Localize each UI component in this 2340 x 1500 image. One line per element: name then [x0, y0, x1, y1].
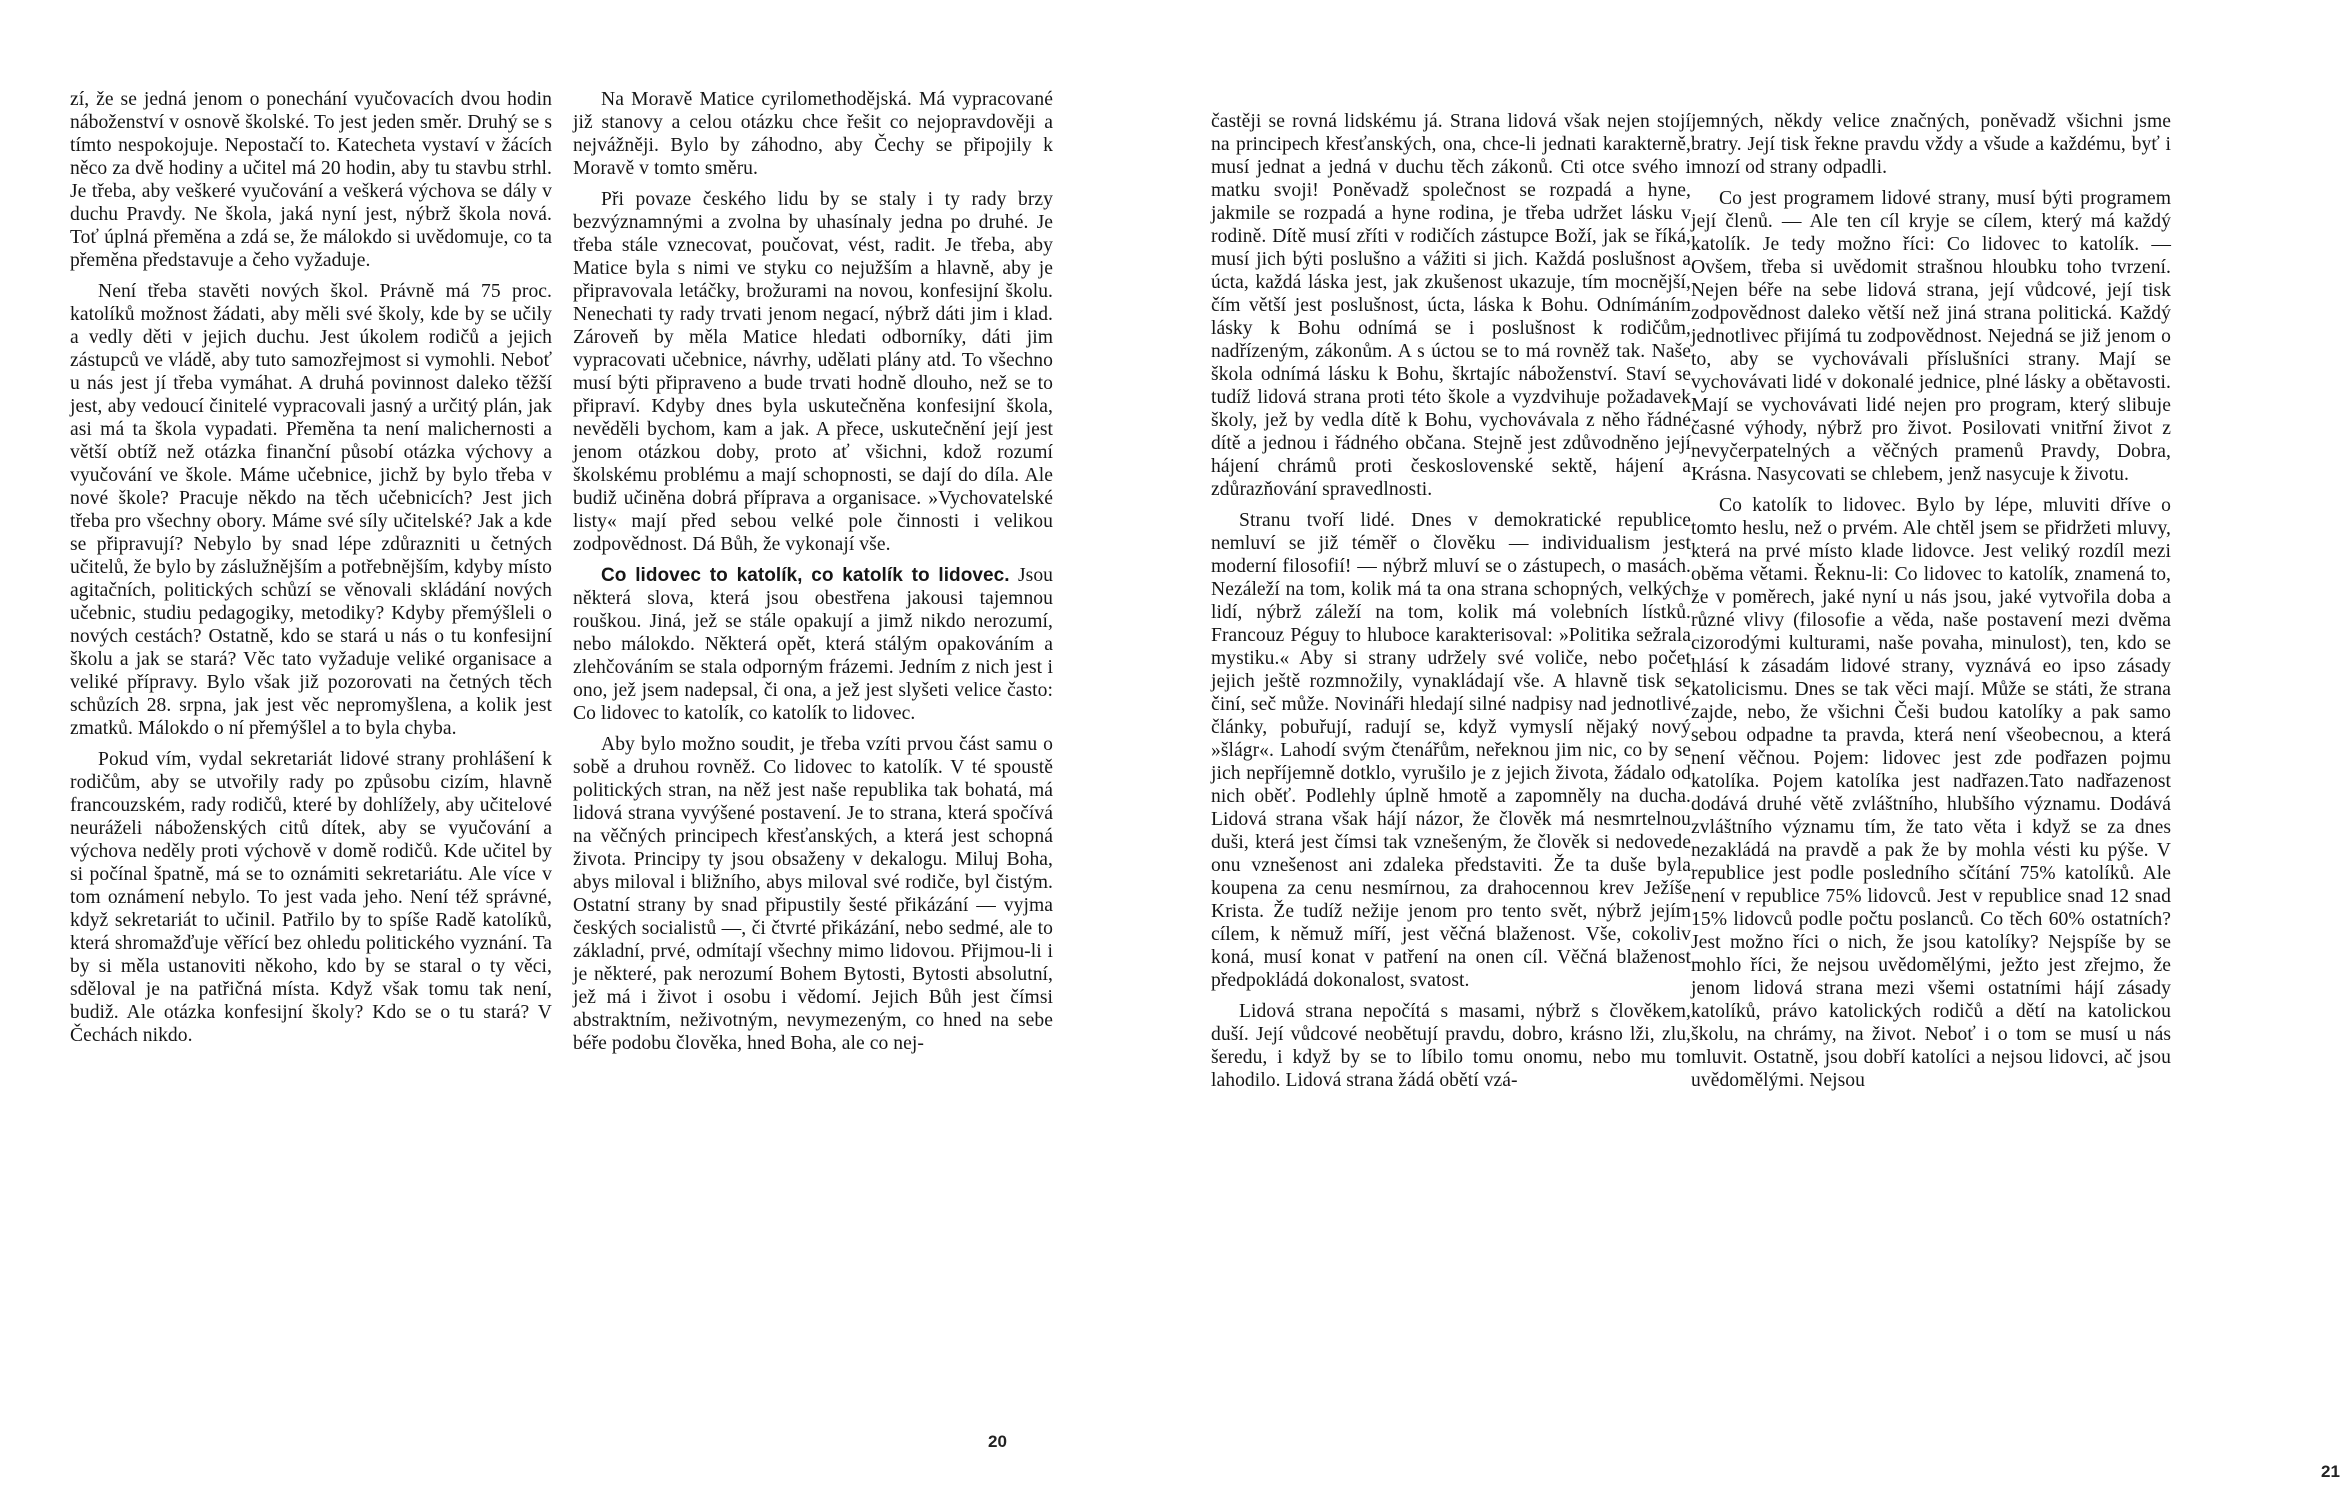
paragraph: Pokud vím, vydal sekretariát lidové strany prohlášení k rodičům, aby se utvořily rady po způsobu cizím, hlavně francouzském, rady rodičů, které by dohlížely, aby učitelové neuráželi náboženských citů dítek, aby se vyučování a výchova neděly proti výchově v domě rodičů. Kde učitel by si počínal špatně, má se to oznámiti sekretariátu. Ale více v tom oznámení nebylo. To jest vada jeho. Není též správné, když sekretariát to učinil. Patřilo by to spíše Radě katolíků, která shromažďuje věřící bez ohledu politického vyznání. Ta by si měla ustanoviti někoho, kdo by se staral o ty věci, sděloval je na patřičná místa. Když však tomu tak není, budiž. Ale otázka konfesijní školy? Kdo se o tu stará? V Čechách nikdo. [70, 749, 552, 1046]
right-page-column-1 [1211, 110, 1691, 1092]
paragraph: jemných, někdy velice značných, poněvadž všichni jsme bratry. Její tisk řekne pravdu vždy a všude a každému, byť i mnozí od strany odpadli. [1691, 111, 2171, 178]
paragraph: Stranu tvoří lidé. Dnes v demokratické republice nemluví se již téměř o člověku — individualism jest moderní filosofií! — nýbrž mluví se o zástupech, o masách. Nezáleží na tom, kolik má ta ona strana schopných, velkých lidí, nýbrž záleží na tom, kolik má volebních lístků. Francouz Péguy to hluboce karakterisoval: »Politika sežrala mystiku.« Aby si strany udržely své voliče, nebo počet jejich ještě rozmnožily, vynakládají vše. A hlavně tisk se činí, seč může. Novináři hledají silné nadpisy nad jednotlivé články, pobuřují, radují se, když vymyslí nějaký nový »šlágr«. Lahodí svým čtenářům, neřeknou jim nic, co by se jich nepříjemně dotklo, vyrušilo je z jejich života, žádalo od nich oběť. Podlehly úplně hmotě a zapomněly na ducha. Lidová strana však hájí názor, že člověk má nesmrtelnou duši, která jest čímsi tak vznešeným, že člověk si nedovede onu vznešenost ani zdaleka představiti. Že ta duše byla koupena za cenu nesmírnou, za drahocennou krev Ježíše Krista. Že tudíž nežije jenom pro tento svět, nýbrž jejím cílem, k němuž míří, jest věčná blaženost. Vše, cokoliv koná, musí konat v patření na onen cíl. Věčná blaženost předpokládá dokonalost, svatost. [1211, 510, 1691, 991]
paragraph: Není třeba stavěti nových škol. Právně má 75 proc. katolíků možnost žádati, aby měli své školy, kde by se učily a vedly děti v jejich duchu. Jest úkolem rodičů a jejich zástupců ve vládě, aby tuto samozřejmost si vymohli. Neboť u nás jest jí třeba vymáhat. A druhá povinnost daleko těžší jest, aby vedoucí činitelé vypracovali jasný a určitý plán, jak asi má ta škola vypadati. Přeměna ta není malichernosti a větší obtíž než otázka finanční působí otázka výchovy a vyučování ve škole. Máme učebnice, jichž by bylo třeba v nové škole? Pracuje někdo na těch učebnicích? Jest jich třeba pro všechny obory. Máme své síly učitelské? Jak a kde se připravují? Nebylo by snad lépe zdůrazniti u četných učitelů, že bylo by záslužnějším a potřebnějším, kdyby místo agitačních, politických schůzí se věnovali skládání nových učebnic, studiu pedagogiky, metodiky? Kdyby přemýšleli o nových cestách? Ostatně, kdo se stará u nás o tu konfesijní školu a jak se stará? Věc tato vyžaduje veliké organisace a veliké přípravy. Bylo však již pozorovati na četných těch schůzích 28. srpna, jak jest věc nepromyšlena, a kolik jest zmatků. Málokdo o ní přemýšlel a to byla chyba. [70, 281, 552, 739]
paragraph: zí, že se jedná jenom o ponechání vyučovacích dvou hodin náboženství v osnově školské. To jest jeden směr. Druhý se s tímto nespokojuje. Nepostačí to. Katecheta vystaví v žácích něco za dvě hodiny a učitel má 20 hodin, aby tu stavbu strhl. Je třeba, aby veškeré vyučování a veškerá výchova se dály v duchu Pravdy. Ne škola, jaká nyní jest, nýbrž škola nová. Toť úplná přeměna a zdá se, že málokdo si uvědomuje, co ta přeměna představuje a čeho vyžaduje. [70, 89, 552, 271]
left-page-column-2 [573, 88, 1053, 1055]
paragraph: častěji se rovná lidskému já. Strana lidová však nejen stojí na principech křesťanských, ona, chce-li jednati karakterně, musí jednat a jedná v duchu těch zákonů. Cti otce svého i matku svoji! Poněvadž společnost se rozpadá a hyne, jakmile se rozpadá a hyne rodina, je třeba udržet lásku v rodině. Dítě musí zříti v rodičích zástupce Boží, jak se říká, musí jich býti poslušno a vážiti si jich. Každá poslušnost a úcta, každá láska jest, jak zkušenost ukazuje, tím mocnější, čím větší jest poslušnost, úcta, láska k Bohu. Odnímáním lásky k Bohu odnímá se i poslušnost k rodičům, nadřízeným, zákonům. A s úctou se to má rovněž tak. Naše škola odnímá lásku k Bohu, škrtajíc náboženství. Staví se tudíž lidová strana proti této škole a vyzdvihuje požadavek školy, jež by vedla dítě k Bohu, vychovávala z něho řádné dítě a jednou i řádného občana. Stejně jest zdůvodněno její hájení chrámů proti československé sektě, hájení a zdůrazňování spravedlnosti. [1211, 111, 1691, 500]
paragraph: Co katolík to lidovec. Bylo by lépe, mluviti dříve o tomto heslu, než o prvém. Ale chtěl jsem se přidržeti mluvy, která na prvé místo klade lidovce. Jest veliký rozdíl mezi oběma větami. Řeknu-li: Co lidovec to katolík, znamená to, že v poměrech, jaké nyní u nás jsou, jaké vytvořila doba a různé vlivy (filosofie a věda, naše postavení mezi dvěma cizorodými kulturami, naše povaha, minulost), ten, kdo se hlásí k zásadám lidové strany, vyznává eo ipso zásady katolicismu. Dnes se tak věci mají. Může se státi, že strana zajde, nebo, že všichni Češi budou katolíky a pak samo sebou odpadne ta pravda, která není všeobecnou, a která není věčnou. Pojem: lidovec jest zde podřazen pojmu katolíka. Pojem katolíka jest nadřazen.Tato nadřazenost dodává druhé větě zvláštního, hlubšího významu. Dodává zvláštního významu tím, že tato věta i když se za dnes nezakládá na pravdě a pak že by mohla vésti ku pýše. V republice jest podle posledního sčítání 75% katolíků. Ale není v republice 75% lidovců. Jest v republice snad 12 snad 15% lidovců podle počtu poslanců. Co těch 60% ostatních? Jest možno říci o nich, že jsou katolíky? Nejspíše by se mohlo říci, že nejsou uvědomělými, ježto jest zřejmo, že jenom lidová strana mezi všemi ostatními hájí zásady katolíků, právo katolických rodičů a dětí na katolickou školu, na chrámy, na život. Neboť i o tom se musí u nás mluvit. Ostatně, jsou dobří katolíci a nejsou lidovci, ač jsou uvědomělými. Nejsou [1691, 495, 2171, 1091]
page-number: 20 [988, 1432, 1007, 1451]
paragraph: Aby bylo možno soudit, je třeba vzíti prvou část samu o sobě a druhou rovněž. Co lidovec to katolík. V té spoustě politických stran, na něž jest naše republika tak bohatá, má lidová strana vyvýšené postavení. Je to strana, která spočívá na věčných principech křesťanských, a která jest schopná života. Principy ty jsou obsaženy v dekalogu. Miluj Boha, abys miloval i bližního, abys miloval své rodiče, byl čistým. Ostatní strany by snad připustily šesté přikázání — vyjma českých socialistů —, či čtvrté přikázání, nebo sedmé, ale to základní, prvé, odmítají všechny mimo lidovou. Přijmou-li i je některé, pak nerozumí Bohem Bytosti, Bytosti absolutní, jež má i život i osobu i vědomí. Jejich Bůh jest čímsi abstraktním, neživotným, nevymezeným, co hned na sebe béře podobu člověka, hned Boha, ale co nej- [573, 734, 1053, 1054]
paragraph: Lidová strana nepočítá s masami, nýbrž s člověkem, duší. Její vůdcové neobětují pravdu, dobro, krásno lži, zlu, šeredu, i když by se to líbilo tomu onomu, nebo mu to lahodilo. Lidová strana žádá obětí vzá- [1211, 1001, 1691, 1091]
paragraph-text: Jsou některá slova, která jsou obestřena jakousi tajemnou rouškou. Jiná, jež se stále opakují a jimž nikdo nerozumí, nebo málokdo. Některá opět, která stálým opakováním a zlehčováním se stala odporným frázemi. Jedním z nich jest i ono, jež jsem nadepsal, či ona, a jež jest slyšeti velice často: Co lidovec to katolík, co katolík to lidovec. [573, 565, 1054, 724]
left-page [0, 0, 1111, 1500]
paragraph: Na Moravě Matice cyrilomethodějská. Má vypracované již stanovy a celou otázku chce řešit co nejopravdověji a nejvážněji. Bylo by záhodno, aby Čechy se připojily k Moravě v tomto směru. [573, 89, 1053, 179]
page-number: 21 [2321, 1462, 2340, 1481]
section-paragraph [573, 564, 1053, 725]
right-page-column-2 [1691, 110, 2171, 1092]
right-page [1111, 0, 2340, 1500]
left-page-column-1 [70, 88, 552, 1047]
section-heading: Co lidovec to katolík, co katolík to lidovec. [601, 565, 1010, 586]
paragraph: Co jest programem lidové strany, musí býti programem její členů. — Ale ten cíl kryje se cílem, který má každý katolík. Je tedy možno říci: Co lidovec to katolík. — Ovšem, třeba si uvědomit strašnou hloubku toho tvrzení. Nejen béře na sebe lidová strana, její vůdcové, její tisk zodpovědnost daleko větší než jiná strana politická. Každý jednotlivec přijímá tu zodpovědnost. Nejedná se již jenom o to, aby se vychovávali příslušníci strany. Mají se vychovávati lidé v dokonalé jednice, plné lásky a obětavosti. Mají se vychovávati lidé nejen pro program, který slibuje časné výhody, nýbrž pro život. Posilovati vnitřní život z nevyčerpatelných a věčných pramenů Pravdy, Dobra, Krásna. Nasycovati se chlebem, jenž nasycuje k životu. [1691, 188, 2171, 485]
paragraph: Při povaze českého lidu by se staly i ty rady brzy bezvýznamnými a zvolna by uhasínaly jedna po druhé. Je třeba stále vznecovat, poučovat, vést, radit. Je třeba, aby Matice byla s nimi ve styku co nejužším a hlavně, aby je připravovala letáčky, brožurami na novou, konfesijní školu. Nenechati ty rady trvati jenom negací, nýbrž dáti jim i klad. Zároveň by měla Matice hledati odborníky, dáti jim vypracovati učebnice, návrhy, udělati plány atd. To všechno musí býti připraveno a bude trvati hodně dlouho, než se to připraví. Kdyby dnes byla uskutečněna konfesijní škola, nevěděli bychom, kam a jak. A přece, uskutečnění její jest jenom otázkou doby, proto ať všichni, kdož rozumí školskému problému a mají schopnosti, se dají do díla. Ale budiž učiněna dobrá příprava a organisace. »Vychovatelské listy« mají před sebou velké pole činnosti i velikou zodpovědnost. Dá Bůh, že vykonají vše. [573, 189, 1053, 555]
